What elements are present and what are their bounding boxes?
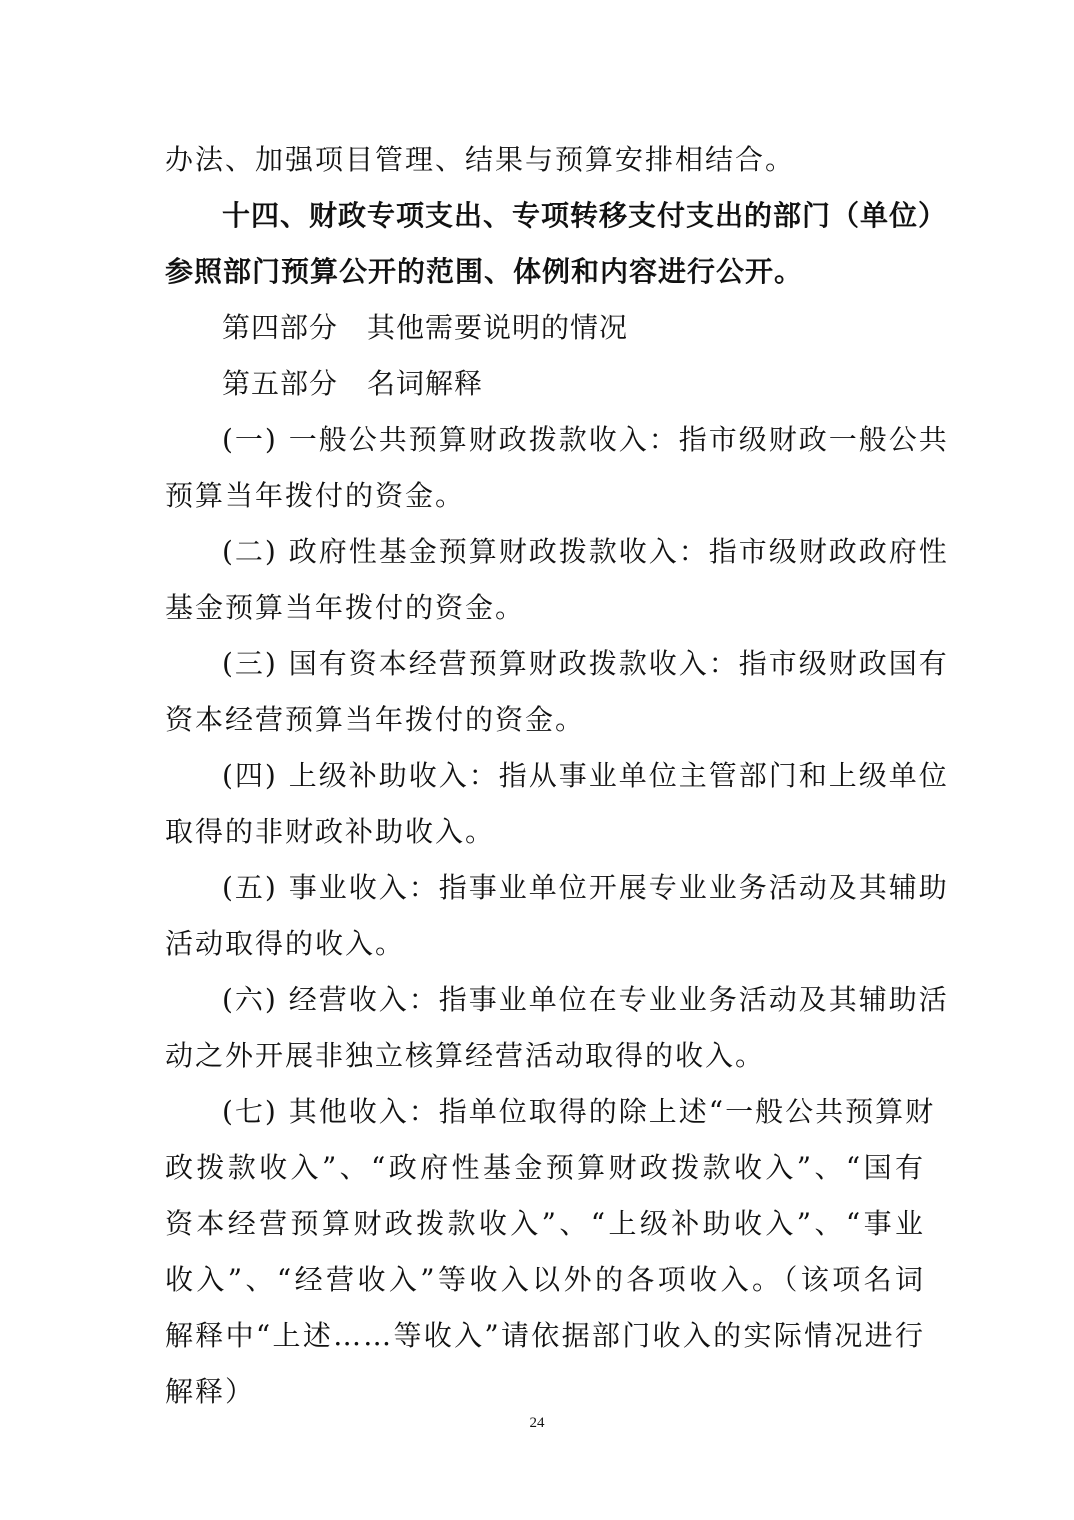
definition-7-line-2: 政拨款收入”、“政府性基金预算财政拨款收入”、“国有	[165, 1151, 925, 1184]
definition-7-line-3: 资本经营预算财政拨款收入”、“上级补助收入”、“事业	[165, 1207, 925, 1240]
definition-1-line-2: 预算当年拨付的资金。	[165, 479, 466, 512]
definition-7-line-1: (七) 其他收入：指单位取得的除上述“一般公共预算财	[222, 1095, 936, 1128]
definition-4-line-2: 取得的非财政补助收入。	[165, 815, 496, 848]
section-heading-part-five: 第五部分 名词解释	[222, 367, 484, 400]
definition-3-line-2: 资本经营预算当年拨付的资金。	[165, 703, 586, 736]
heading-14-line-2: 参照部门预算公开的范围、体例和内容进行公开。	[165, 255, 804, 288]
definition-7-line-6: 解释）	[165, 1375, 256, 1408]
heading-14-line-1: 十四、财政专项支出、专项转移支付支出的部门（单位）	[222, 199, 948, 232]
definition-3-line-1: (三) 国有资本经营预算财政拨款收入：指市级财政国有	[222, 647, 949, 680]
definition-5-line-1: (五) 事业收入：指事业单位开展专业业务活动及其辅助	[222, 871, 949, 904]
definition-2-line-1: (二) 政府性基金预算财政拨款收入：指市级财政政府性	[222, 535, 949, 568]
definition-6-line-2: 动之外开展非独立核算经营活动取得的收入。	[165, 1039, 766, 1072]
page-number: 24	[529, 1415, 545, 1431]
definition-4-line-1: (四) 上级补助收入：指从事业单位主管部门和上级单位	[222, 759, 949, 792]
definition-7-line-5: 解释中“上述……等收入”请依据部门收入的实际情况进行	[165, 1319, 925, 1352]
text-line-1: 办法、加强项目管理、结果与预算安排相结合。	[165, 143, 796, 176]
definition-7-line-4: 收入”、“经营收入”等收入以外的各项收入。（该项名词	[165, 1263, 925, 1296]
definition-1-line-1: (一) 一般公共预算财政拨款收入：指市级财政一般公共	[222, 423, 949, 456]
definition-5-line-2: 活动取得的收入。	[165, 927, 406, 960]
definition-2-line-2: 基金预算当年拨付的资金。	[165, 591, 526, 624]
definition-6-line-1: (六) 经营收入：指事业单位在专业业务活动及其辅助活	[222, 983, 949, 1016]
section-heading-part-four: 第四部分 其他需要说明的情况	[222, 311, 629, 344]
